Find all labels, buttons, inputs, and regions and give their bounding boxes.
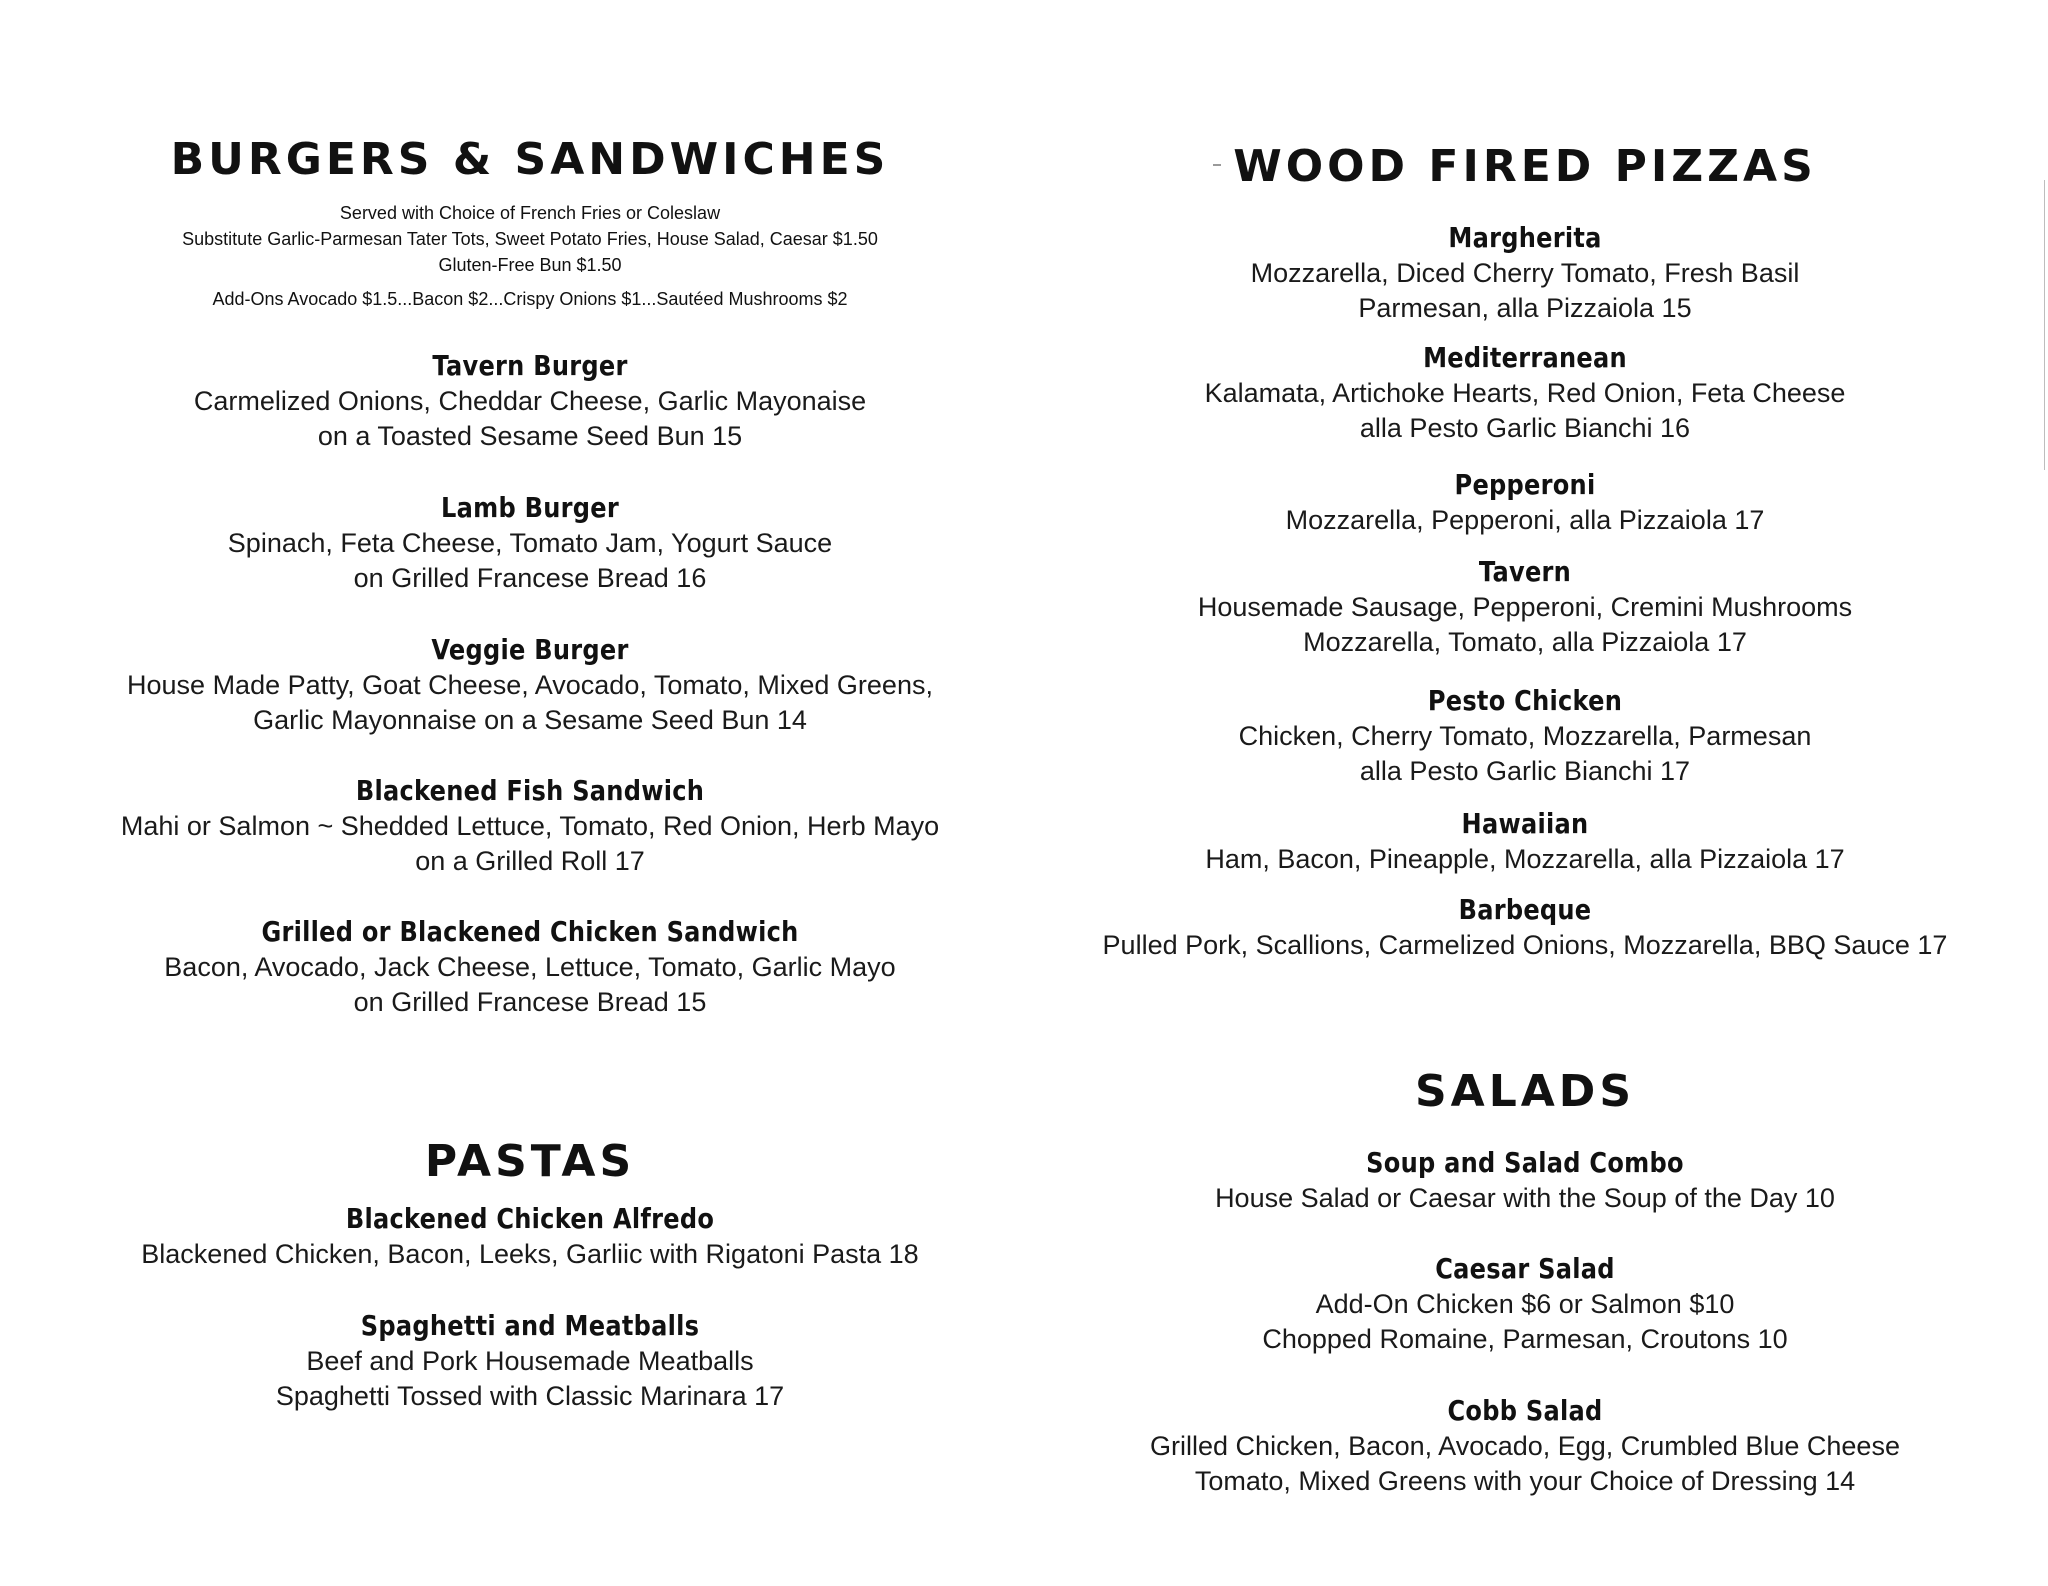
burgers-note-substitute: Substitute Garlic-Parmesan Tater Tots, Sweet Potato Fries, House Salad, Caesar $1.50: [182, 229, 878, 249]
menu-item-description: Blackened Chicken, Bacon, Leeks, Garliic with Rigatoni Pasta 18: [141, 1239, 919, 1269]
menu-item: [1070, 892, 1980, 963]
menu-item-description: on Grilled Francese Bread 16: [353, 563, 707, 593]
menu-item-description: Grilled Chicken, Bacon, Avocado, Egg, Crumbled Blue Cheese: [1150, 1431, 1900, 1461]
burgers-notes: [90, 200, 970, 312]
burgers-section-title: BURGERS & SANDWICHES: [170, 134, 890, 185]
pizzas-section-title-wrap: [1070, 141, 1980, 192]
menu-item-description: Spinach, Feta Cheese, Tomato Jam, Yogurt Sauce: [227, 528, 833, 558]
menu-item: [90, 632, 970, 738]
menu-item-name: Tavern Burger: [432, 349, 628, 382]
menu-item-description: Mahi or Salmon ~ Shedded Lettuce, Tomato, Red Onion, Herb Mayo: [120, 811, 940, 841]
burgers-note-sides: Served with Choice of French Fries or Coleslaw: [339, 203, 721, 223]
menu-item: [90, 773, 970, 879]
burgers-note-add-ons: Add-Ons Avocado $1.5...Bacon $2...Crispy Onions $1...Sautéed Mushrooms $2: [212, 289, 848, 309]
menu-item-name: Caesar Salad: [1435, 1252, 1615, 1285]
salads-section-title-wrap: [1070, 1066, 1980, 1117]
menu-item: [1070, 467, 1980, 538]
pizzas-section-title: WOOD FIRED PIZZAS: [1233, 141, 1817, 192]
menu-item-name: Barbeque: [1458, 893, 1592, 926]
scan-mark: [1213, 164, 1221, 166]
menu-item-name: Grilled or Blackened Chicken Sandwich: [261, 915, 799, 948]
menu-item-description: on a Toasted Sesame Seed Bun 15: [317, 421, 743, 451]
menu-item-description: House Made Patty, Goat Cheese, Avocado, Tomato, Mixed Greens,: [127, 670, 933, 700]
menu-item-name: Cobb Salad: [1447, 1394, 1603, 1427]
menu-item-description: Kalamata, Artichoke Hearts, Red Onion, Feta Cheese: [1204, 378, 1846, 408]
menu-item: [90, 1201, 970, 1272]
menu-item-description: Garlic Mayonnaise on a Sesame Seed Bun 14: [253, 705, 807, 735]
menu-item-description: Pulled Pork, Scallions, Carmelized Onions, Mozzarella, BBQ Sauce 17: [1102, 930, 1948, 960]
menu-item-description: Carmelized Onions, Cheddar Cheese, Garlic Mayonaise: [193, 386, 867, 416]
menu-item: [90, 914, 970, 1020]
menu-item-name: Pesto Chicken: [1427, 684, 1623, 717]
menu-item-description: Chicken, Cherry Tomato, Mozzarella, Parmesan: [1238, 721, 1812, 751]
menu-item: [1070, 806, 1980, 877]
menu-item: [1070, 1251, 1980, 1357]
menu-item-description: Add-On Chicken $6 or Salmon $10: [1315, 1289, 1735, 1319]
menu-item-description: Beef and Pork Housemade Meatballs: [306, 1346, 754, 1376]
menu-item: [1070, 683, 1980, 789]
menu-item: [90, 1308, 970, 1414]
menu-item: [1070, 1393, 1980, 1499]
menu-item-description: Housemade Sausage, Pepperoni, Cremini Mushrooms: [1197, 592, 1853, 622]
menu-item-description: Tomato, Mixed Greens with your Choice of Dressing 14: [1194, 1466, 1856, 1496]
salads-section-title: SALADS: [1414, 1066, 1636, 1117]
menu-item-name: Margherita: [1448, 221, 1602, 254]
menu-item-name: Blackened Chicken Alfredo: [345, 1202, 715, 1235]
menu-item: [1070, 1145, 1980, 1216]
menu-item: [1070, 340, 1980, 446]
menu-item-description: Spaghetti Tossed with Classic Marinara 17: [275, 1381, 785, 1411]
menu-item-description: on a Grilled Roll 17: [415, 846, 645, 876]
menu-item-description: Mozzarella, Tomato, alla Pizzaiola 17: [1303, 627, 1747, 657]
menu-item-name: Spaghetti and Meatballs: [360, 1309, 700, 1342]
menu-item-description: Chopped Romaine, Parmesan, Croutons 10: [1262, 1324, 1788, 1354]
menu-item-description: House Salad or Caesar with the Soup of the Day 10: [1215, 1183, 1835, 1213]
burgers-note-gluten-free: Gluten-Free Bun $1.50: [438, 255, 622, 275]
menu-item-description: alla Pesto Garlic Bianchi 16: [1359, 413, 1691, 443]
menu-item: [90, 348, 970, 454]
left-column: [90, 0, 970, 1586]
right-column: [1070, 0, 1980, 1586]
pastas-section-title: PASTAS: [424, 1136, 636, 1187]
menu-item-description: Mozzarella, Pepperoni, alla Pizzaiola 17: [1285, 505, 1765, 535]
menu-item-name: Veggie Burger: [431, 633, 629, 666]
menu-item-description: alla Pesto Garlic Bianchi 17: [1359, 756, 1691, 786]
menu-item-name: Soup and Salad Combo: [1366, 1146, 1684, 1179]
page-edge-line: [2044, 180, 2048, 470]
menu-item: [1070, 220, 1980, 326]
menu-item-name: Hawaiian: [1461, 807, 1589, 840]
menu-item: [1070, 554, 1980, 660]
menu-item: [90, 490, 970, 596]
menu-item-name: Tavern: [1478, 555, 1572, 588]
menu-item-description: Bacon, Avocado, Jack Cheese, Lettuce, Tomato, Garlic Mayo: [164, 952, 896, 982]
pastas-section-title-wrap: [90, 1136, 970, 1187]
menu-item-name: Blackened Fish Sandwich: [355, 774, 705, 807]
menu-item-description: Mozzarella, Diced Cherry Tomato, Fresh Basil: [1250, 258, 1800, 288]
burgers-section-title-wrap: [90, 134, 970, 185]
menu-item-description: Parmesan, alla Pizzaiola 15: [1358, 293, 1692, 323]
menu-item-name: Pepperoni: [1454, 468, 1596, 501]
menu-item-name: Lamb Burger: [441, 491, 619, 524]
menu-item-description: on Grilled Francese Bread 15: [353, 987, 707, 1017]
menu-item-name: Mediterranean: [1423, 341, 1627, 374]
menu-item-description: Ham, Bacon, Pineapple, Mozzarella, alla Pizzaiola 17: [1205, 844, 1845, 874]
